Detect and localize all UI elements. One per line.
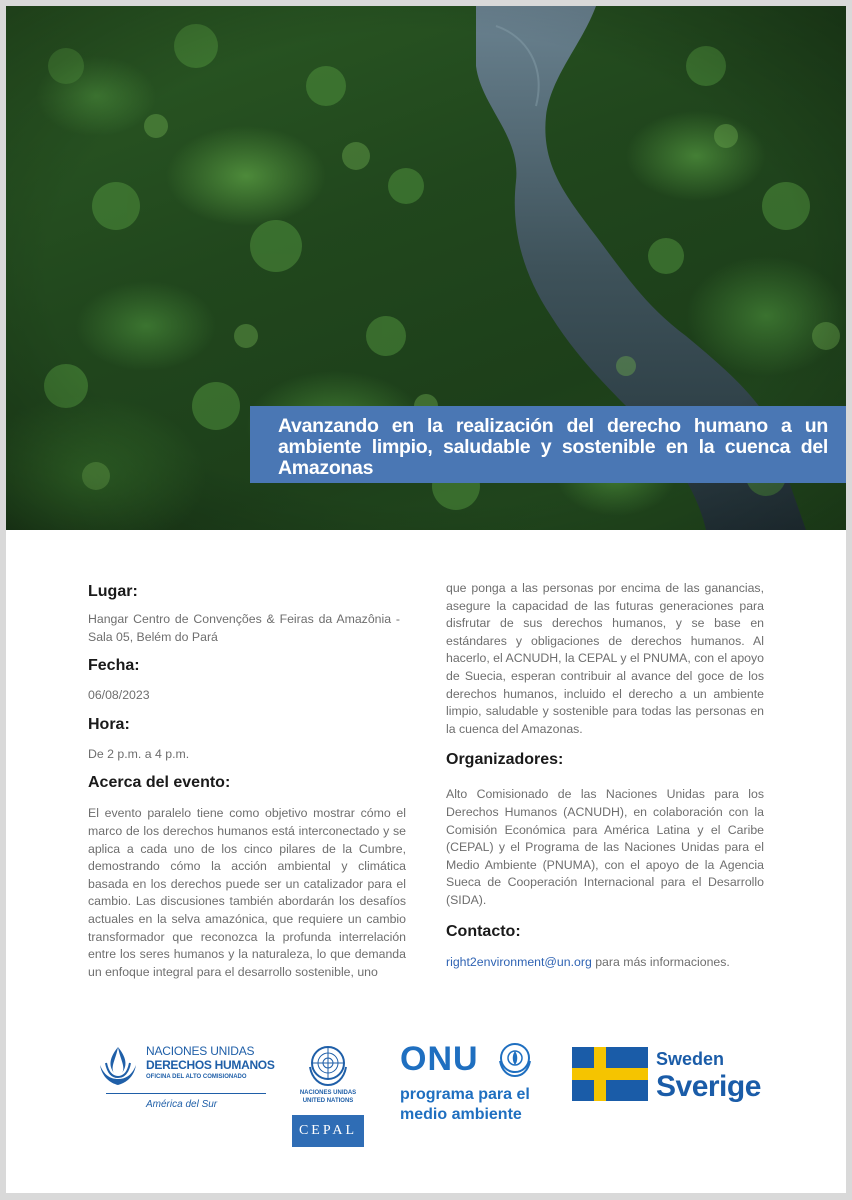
ohchr-logo [96,1041,275,1121]
hora-value: De 2 p.m. a 4 p.m. [88,746,190,761]
un-line2: UNITED NATIONS [302,1098,354,1104]
cepal-box: CEPAL [292,1115,364,1147]
sweden-line2: Sverige [656,1070,761,1103]
hora-label: Hora: [88,715,130,733]
sweden-logo [572,1045,772,1115]
fecha-value: 06/08/2023 [88,688,150,703]
ohchr-divider [106,1093,266,1094]
organizadores-text: Alto Comisionado de las Naciones Unidas para los Derechos Humanos (ACNUDH), en colaboración con la Comisión Económica para América Latina y el Caribe (CEPAL) y el Programa de las Naciones Unidas para el Medio Ambiente (PNUMA), con el apoyo de la Agencia Sueca de Cooperación Internacional para el Desarrollo (SIDA). [446,787,764,907]
un-emblem-icon [306,1043,350,1087]
un-line1: NACIONES UNIDAS [299,1090,357,1096]
event-title-banner [250,406,846,483]
un-cepal-logo [292,1043,364,1163]
contact-email-link[interactable]: right2environment@un.org [446,954,592,969]
lugar-label: Lugar: [88,583,138,600]
unep-emblem-icon [496,1041,534,1079]
lugar-value: Hangar Centro de Convenções & Feiras da Amazônia - Sala 05, Belém do Pará [88,612,400,644]
ohchr-line3: OFICINA DEL ALTO COMISIONADO [146,1074,247,1080]
ohchr-line1: NACIONES UNIDAS [146,1044,255,1058]
ohchr-line2: DERECHOS HUMANOS [146,1058,275,1072]
unep-line2: programa para el [400,1086,530,1103]
unep-line1: ONU [400,1040,479,1078]
organizadores-label: Organizadores: [446,751,564,769]
swedish-flag-icon [572,1047,648,1101]
contacto-line [446,954,764,972]
ohchr-line4: América del Sur [146,1099,218,1110]
details-right-column [446,580,764,971]
hero-image-amazon-forest [6,6,846,530]
fecha-label: Fecha: [88,657,140,675]
unep-line3: medio ambiente [400,1106,522,1123]
acerca-label: Acerca del evento: [88,774,231,792]
acerca-text-part2: que ponga a las personas por encima de las ganancias, asegure la capacidad de las futuras generaciones para disfrutar de sus derechos humanos, y se base en estándares y obligaciones de derechos humanos. Al hacerlo, el ACNUDH, la CEPAL y el PNUMA, con el apoyo de Suecia, esperan contribuir al avance del goce de los derechos humanos, incluido el derecho a un ambiente limpio, saludable y sostenible para todas las personas en la cuenca del Amazonas. [446,581,764,736]
contacto-suffix: para más informaciones. [591,954,730,969]
acerca-text-part1: El evento paralelo tiene como objetivo mostrar cómo el marco de los derechos humanos está interconectado y se aplica a cada uno de los cinco pilares de la Cumbre, demostrando cómo la acción ambiental y climática basada en los derechos puede ser un catalizador para el cambio. Las discusiones también abordarán los desafíos actuales en la selva amazónica, que requiere un cambio transformador que reconozca la profunda interrelación entre los seres humanos y la naturaleza, lo que demanda un enfoque integral para el desarrollo sostenible, uno [88,806,406,979]
contacto-label: Contacto: [446,922,521,940]
event-title: Avanzando en la realización del derecho humano a un ambiente limpio, saludable y sostenible en la cuenca del Amazonas [278,415,828,479]
flyer-page [6,6,846,1193]
details-left-column [88,582,406,981]
flame-hands-icon [96,1043,140,1091]
sweden-line1: Sweden [656,1049,725,1069]
unep-logo [400,1041,550,1131]
partner-logos [6,1031,846,1171]
